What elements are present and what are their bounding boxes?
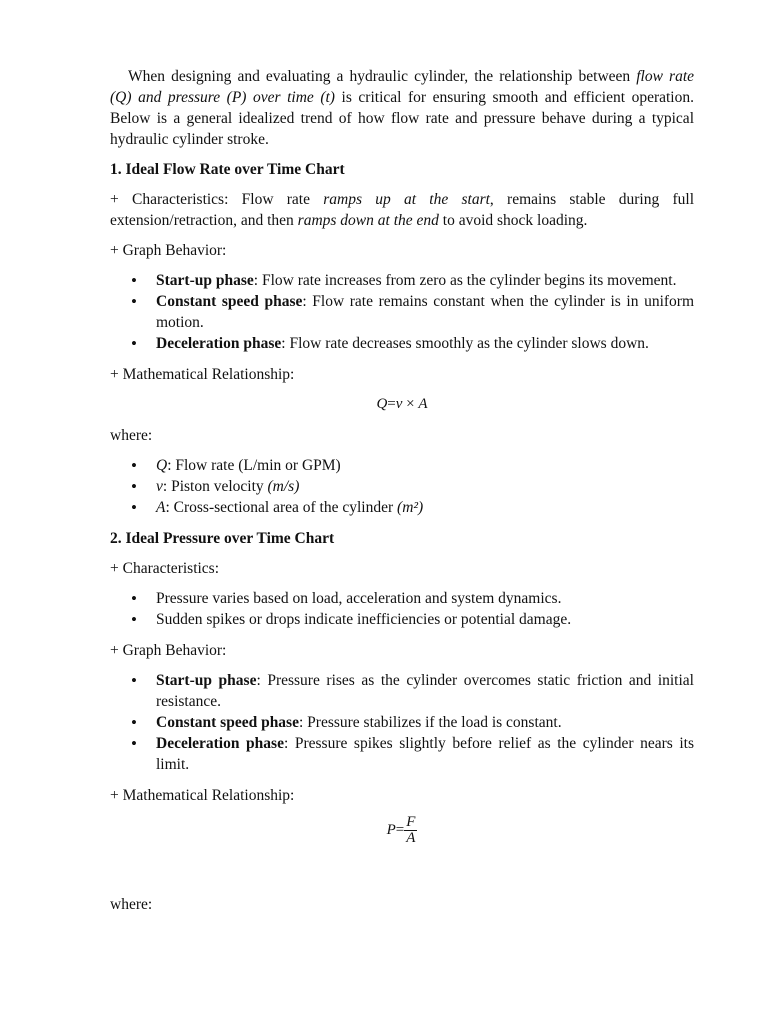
char-text-c: , remains stable during full extension/retraction, and then xyxy=(110,191,694,229)
def-text: : Flow rate (L/min or GPM) xyxy=(167,457,341,474)
def-symbol: Q xyxy=(156,457,168,474)
intro-text-italic: flow rate (Q) and pressure (P) over time (t) xyxy=(110,68,695,106)
intro-paragraph xyxy=(110,66,694,150)
phase-term: Deceleration phase xyxy=(156,335,282,352)
eq-symbol-a: A xyxy=(418,396,428,412)
flow-rate-equation xyxy=(110,394,694,415)
phase-text: : Pressure rises as the cylinder overcomes static friction and initial resistance. xyxy=(156,672,694,710)
list-item xyxy=(110,497,694,518)
phase-term: Constant speed phase xyxy=(156,293,303,310)
def-unit: (m²) xyxy=(397,499,424,516)
intro-text-1: When designing and evaluating a hydraulic cylinder, the relationship between xyxy=(128,68,637,85)
list-item xyxy=(110,733,694,775)
list-item xyxy=(110,455,694,476)
section2-where: where: xyxy=(110,896,153,913)
def-symbol: v xyxy=(156,478,163,495)
char-text-d: ramps down at the end xyxy=(297,212,439,229)
pressure-equation xyxy=(110,815,694,846)
def-unit: (m/s) xyxy=(267,478,300,495)
eq-fraction xyxy=(404,815,417,846)
list-item xyxy=(110,333,694,354)
list-item xyxy=(110,476,694,497)
eq-symbol-p: P xyxy=(386,821,396,838)
phase-term: Start-up phase xyxy=(156,672,257,689)
def-symbol: A xyxy=(156,499,166,516)
list-item xyxy=(110,670,694,712)
section1-graph-behavior: + Graph Behavior: xyxy=(110,242,227,259)
def-text: : Piston velocity xyxy=(162,478,268,495)
section2-math-label: + Mathematical Relationship: xyxy=(110,787,295,804)
section2-graph-behavior: + Graph Behavior: xyxy=(110,642,227,659)
section1-math-label: + Mathematical Relationship: xyxy=(110,366,295,383)
list-item: • Sudden spikes or drops indicate inefficiencies or potential damage. xyxy=(110,609,694,630)
char-text-e: to avoid shock loading. xyxy=(438,212,588,229)
intro-text-2: is critical for ensuring smooth and efficient operation. Below is a general idealized trend of how flow rate and pressure behave during a typical hydraulic cylinder stroke. xyxy=(110,89,694,148)
def-text: : Cross-sectional area of the cylinder xyxy=(165,499,398,516)
eq-times: × xyxy=(402,396,419,412)
eq-symbol-q: Q xyxy=(376,396,388,412)
section1-behavior-list xyxy=(110,270,694,354)
char-text-b: ramps up at the start xyxy=(323,191,490,208)
section1-definitions-list xyxy=(110,455,694,518)
section2-characteristics: + Characteristics: xyxy=(110,560,220,577)
list-item xyxy=(110,291,694,333)
phase-text: : Flow rate remains constant when the cylinder is in uniform motion. xyxy=(156,293,695,331)
list-item: • Pressure varies based on load, acceleration and system dynamics. xyxy=(110,588,694,609)
phase-text: : Flow rate decreases smoothly as the cylinder slows down. xyxy=(281,335,649,352)
list-item xyxy=(110,270,694,291)
eq-denominator-a: A xyxy=(406,830,416,846)
phase-term: Start-up phase xyxy=(156,272,254,289)
eq-equals: = xyxy=(395,821,405,838)
phase-text: : Flow rate increases from zero as the cylinder begins its movement. xyxy=(253,272,677,289)
eq-symbol-v: v xyxy=(395,396,403,412)
phase-text: : Pressure stabilizes if the load is constant. xyxy=(298,714,562,731)
section1-where: where: xyxy=(110,427,153,444)
phase-text: : Pressure spikes slightly before relief as the cylinder nears its limit. xyxy=(156,735,695,773)
eq-numerator-f: F xyxy=(406,814,416,830)
phase-term: Constant speed phase xyxy=(156,714,299,731)
section2-behavior-list xyxy=(110,670,694,775)
section2-characteristics-list xyxy=(110,588,694,630)
phase-term: Deceleration phase xyxy=(156,735,284,752)
section1-characteristics xyxy=(110,189,694,231)
document-page xyxy=(110,66,694,924)
char-text-a: + Characteristics: Flow rate xyxy=(110,191,324,208)
section1-heading: 1. Ideal Flow Rate over Time Chart xyxy=(110,161,345,178)
section2-heading: 2. Ideal Pressure over Time Chart xyxy=(110,530,335,547)
list-item xyxy=(110,712,694,733)
eq-equals: = xyxy=(387,396,396,412)
